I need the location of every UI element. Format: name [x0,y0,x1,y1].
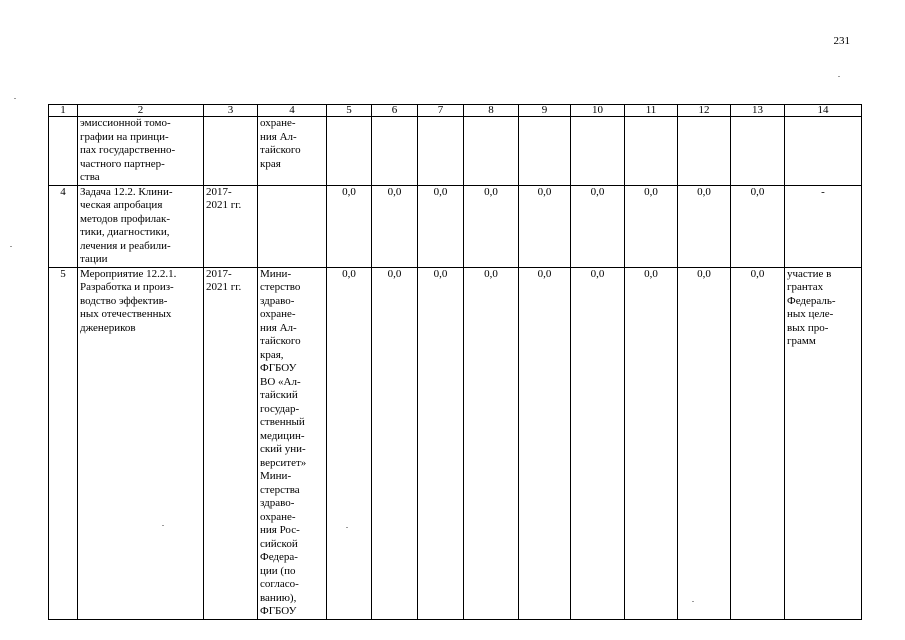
column-number: 13 [731,105,785,117]
period [204,117,258,186]
scan-speck [692,601,694,602]
value-cell: 0,0 [464,185,519,267]
value-cell [464,117,519,186]
executor [258,185,327,267]
table-row [49,117,862,186]
value-cell [327,117,372,186]
activity-name: Мероприятие 12.2.1. Разработка и произ- водство эффектив- ных отечественных дженериков [78,267,204,619]
value-cell: 0,0 [625,267,678,619]
scan-speck [162,525,164,526]
value-cell: 0,0 [372,267,418,619]
row-number: 4 [49,185,78,267]
value-cell: 0,0 [372,185,418,267]
value-cell [418,117,464,186]
column-number: 14 [785,105,862,117]
column-number: 5 [327,105,372,117]
executor: охране- ния Ал- тайского края [258,117,327,186]
value-cell: 0,0 [731,267,785,619]
value-cell: 0,0 [327,185,372,267]
value-cell [519,117,571,186]
scan-speck [346,527,348,528]
column-number: 7 [418,105,464,117]
value-cell: 0,0 [519,267,571,619]
activity-name: эмиссионной томо- графии на принци- пах государственно- частного партнер- ства [78,117,204,186]
table-row [49,267,862,619]
value-cell [571,117,625,186]
note: - [785,185,862,267]
page-number: 231 [833,35,850,47]
executor: Мини- стерство здраво- охране- ния Ал- тайского края, ФГБОУ ВО «Ал- тайский государ- ственный медицин- ский уни- верситет» Мини- стерства здраво- охране- ния Рос- сийской Федера- ции (по согласо- ванию), ФГБОУ [258,267,327,619]
value-cell: 0,0 [571,267,625,619]
program-activities-table [48,104,862,620]
value-cell: 0,0 [519,185,571,267]
column-number: 3 [204,105,258,117]
column-number: 10 [571,105,625,117]
activity-name: Задача 12.2. Клини- ческая апробация методов профилак- тики, диагностики, лечения и реабили- тации [78,185,204,267]
column-number: 2 [78,105,204,117]
row-number [49,117,78,186]
column-number: 8 [464,105,519,117]
value-cell [625,117,678,186]
column-number: 11 [625,105,678,117]
column-number: 1 [49,105,78,117]
value-cell: 0,0 [625,185,678,267]
column-number: 6 [372,105,418,117]
value-cell: 0,0 [418,267,464,619]
scan-speck [838,76,840,77]
row-number: 5 [49,267,78,619]
column-number-row [49,105,862,117]
column-number: 9 [519,105,571,117]
column-number: 12 [678,105,731,117]
value-cell: 0,0 [327,267,372,619]
scan-speck [14,98,16,99]
period: 2017- 2021 гг. [204,267,258,619]
note: участие в грантах Федераль- ных целе- вых про- грамм [785,267,862,619]
value-cell: 0,0 [678,185,731,267]
scan-speck [10,246,12,247]
value-cell: 0,0 [678,267,731,619]
note [785,117,862,186]
period: 2017- 2021 гг. [204,185,258,267]
value-cell [678,117,731,186]
value-cell: 0,0 [731,185,785,267]
value-cell: 0,0 [571,185,625,267]
table-row [49,185,862,267]
value-cell [372,117,418,186]
value-cell: 0,0 [418,185,464,267]
value-cell: 0,0 [464,267,519,619]
column-number: 4 [258,105,327,117]
value-cell [731,117,785,186]
